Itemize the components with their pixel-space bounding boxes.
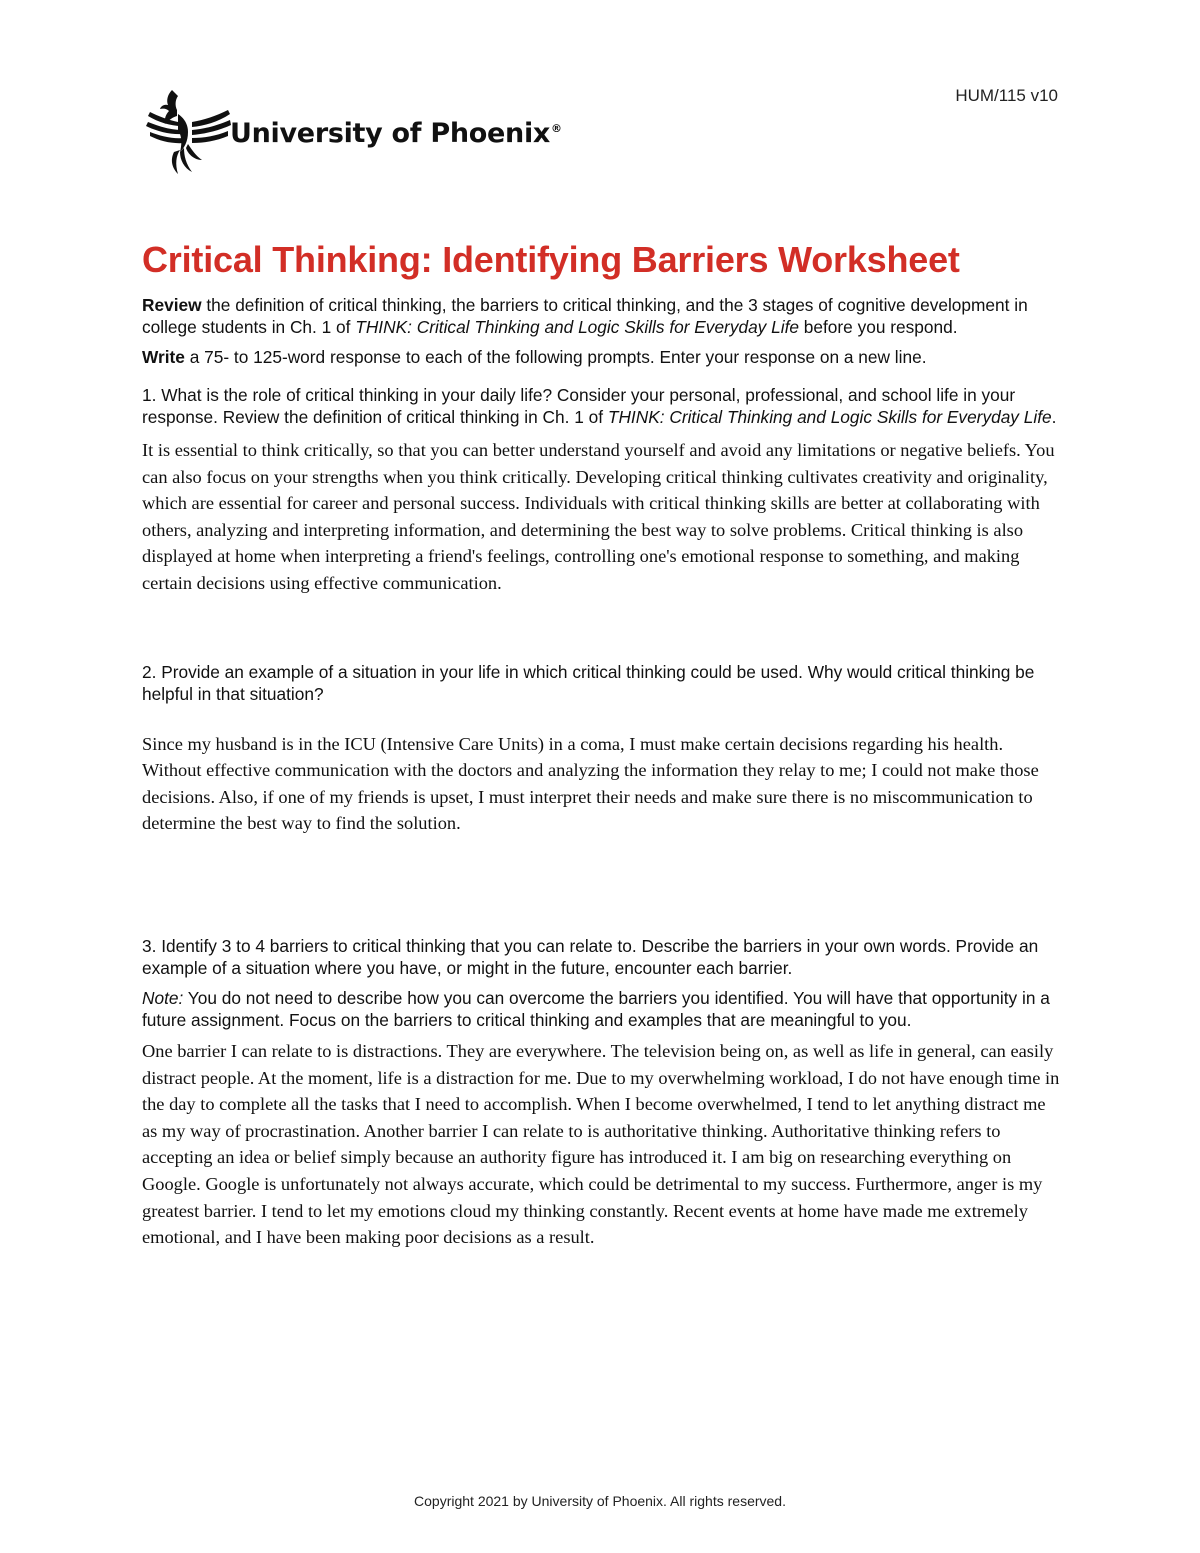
review-text-2: before you respond. <box>798 317 958 337</box>
note-label: Note: <box>142 987 184 1008</box>
page-title: Critical Thinking: Identifying Barriers Worksheet <box>142 239 960 280</box>
review-keyword: Review <box>142 295 202 315</box>
worksheet-content <box>142 236 1062 1251</box>
review-book-title: THINK: Critical Thinking and Logic Skills for Everyday Life <box>355 317 799 337</box>
phoenix-bird-icon <box>142 86 234 178</box>
answer-3: One barrier I can relate to is distractions. They are everywhere. The television being on, as well as life in general, can easily distract people. At the moment, life is a distraction for me. Due to my overwhelming workload, I do not have enough time in the day to complete all the tasks that I need to accomplish. When I become overwhelmed, I tend to let anything distract me as my way of procrastination. Another barrier I can relate to is authoritative thinking. Authoritative thinking refers to accepting an idea or belief simply because an authority figure has introduced it. I am big on researching everything on Google. Google is unfortunately not always accurate, which could be detrimental to my success. Furthermore, anger is my greatest barrier. I tend to let my emotions cloud my thinking constantly. Recent events at home have made me extremely emotional, and I have been making poor decisions as a result. <box>142 1040 1060 1248</box>
question-3-note <box>142 987 1062 1031</box>
question-1-text: 1. What is the role of critical thinking in your daily life? Consider your personal, professional, and school life in your response. Review the definition of critical thinking in Ch. 1 of <box>142 385 1016 427</box>
question-1-end: . <box>1051 407 1057 427</box>
question-2: 2. Provide an example of a situation in your life in which critical thinking could be used. Why would critical thinking be helpful in that situation? <box>142 661 1035 704</box>
course-code: HUM/115 v10 <box>955 86 1058 105</box>
copyright-footer: Copyright 2021 by University of Phoenix. All rights reserved. <box>414 1493 786 1509</box>
write-keyword: Write <box>142 347 185 367</box>
logo-text: University of Phoenix® <box>230 117 562 149</box>
write-instruction <box>142 346 1062 368</box>
question-3: 3. Identify 3 to 4 barriers to critical thinking that you can relate to. Describe the barriers in your own words. Provide an example of a situation where you have, or might in the future, encounter each barrier. <box>142 935 1039 978</box>
answer-2: Since my husband is in the ICU (Intensive Care Units) in a coma, I must make certain decisions regarding his health. Without effective communication with the doctors and analyzing the information they relay to me; I could not make those decisions. Also, if one of my friends is upset, I must interpret their needs and make sure there is no miscommunication to determine the best way to find the solution. <box>142 733 1039 834</box>
question-1 <box>142 384 1062 428</box>
note-text: You do not need to describe how you can overcome the barriers you identified. You will have that opportunity in a future assignment. Focus on the barriers to critical thinking and examples that are meaningful to you. <box>142 987 1050 1030</box>
question-1-book-title: THINK: Critical Thinking and Logic Skills for Everyday Life <box>607 407 1052 427</box>
write-text: a 75- to 125-word response to each of the following prompts. Enter your response on a new line. <box>184 347 927 367</box>
answer-1: It is essential to think critically, so that you can better understand yourself and avoid any limitations or negative beliefs. You can also focus on your strengths when you think critically. Developing critical thinking cultivates creativity and originality, which are essential for career and personal success. Individuals with critical thinking skills are better at collaborating with others, analyzing and interpreting information, and determining the best way to solve problems. Critical thinking is also displayed at home when interpreting a friend's feelings, controlling one's emotional response to something, and making certain decisions using effective communication. <box>142 440 1055 593</box>
review-instruction <box>142 294 1062 338</box>
review-text-1: the definition of critical thinking, the barriers to critical thinking, and the 3 stages of cognitive development in college students in Ch. 1 of <box>142 295 1028 337</box>
registered-mark: ® <box>551 121 562 135</box>
university-logo <box>142 86 562 178</box>
